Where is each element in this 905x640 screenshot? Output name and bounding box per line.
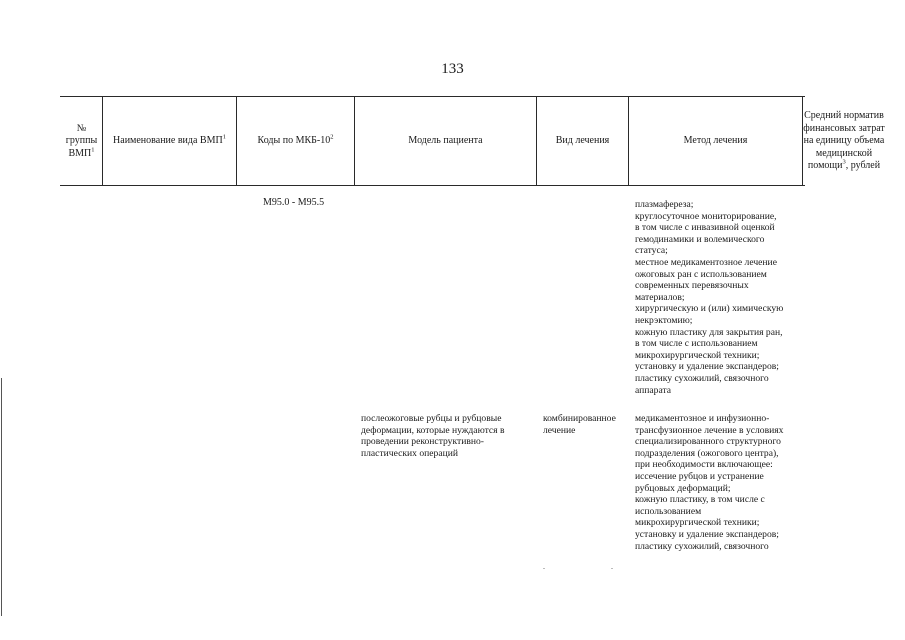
scan-speck — [611, 568, 613, 569]
header-treatment-type: Вид лечения — [555, 135, 610, 147]
header-icd-codes: Коды по МКБ-$10^2$ — [257, 133, 334, 147]
row1-icd-codes: M95.0 - M95.5 — [263, 197, 325, 208]
header-patient-model: Модель пациента — [408, 135, 483, 147]
row2-treatment-type: комбинированное лечение — [543, 413, 616, 436]
header-group-no: № группы ВМП$^1$ — [65, 122, 98, 159]
row2-treatment-method: медикаментозное и инфузионно- трансфузионное лечение в условиях специализированного структурного подразделения (ожогового центра), при необходимости включающее: иссечение рубцов и устранение рубцовых деформаций; кожную пластику, в том числе с использованием микрохирургической техники; установку и удаление экспандеров; пластику сухожилий, связочного — [635, 413, 784, 552]
scan-edge-mark — [1, 378, 2, 616]
row2-patient-model: послеожоговые рубцы и рубцовые деформации, которые нуждаются в проведении реконструктивно- пластических операций — [361, 413, 505, 459]
header-cost-norm: Средний норматив финансовых затрат на единицу объема медицинской помощи$^3$, рублей — [803, 110, 885, 172]
scan-speck — [543, 568, 545, 569]
page-number: 133 — [441, 61, 464, 77]
header-vmp-name: Наименование вида ВМП$^1$ — [113, 133, 226, 147]
row1-treatment-method: плазмафереза; круглосуточное мониторирование, в том числе с инвазивной оценкой гемодинамики и волемического статуса; местное медикаментозное лечение ожоговых ран с использованием современных перевязочных материалов; хирургическую и (или) химическую некрэктомию; кожную пластику для закрытия ран, в том числе с использованием микрохирургической техники; установку и удаление экспандеров; пластику сухожилий, связочного аппарата — [635, 199, 784, 396]
header-treatment-method: Метод лечения — [683, 135, 748, 147]
